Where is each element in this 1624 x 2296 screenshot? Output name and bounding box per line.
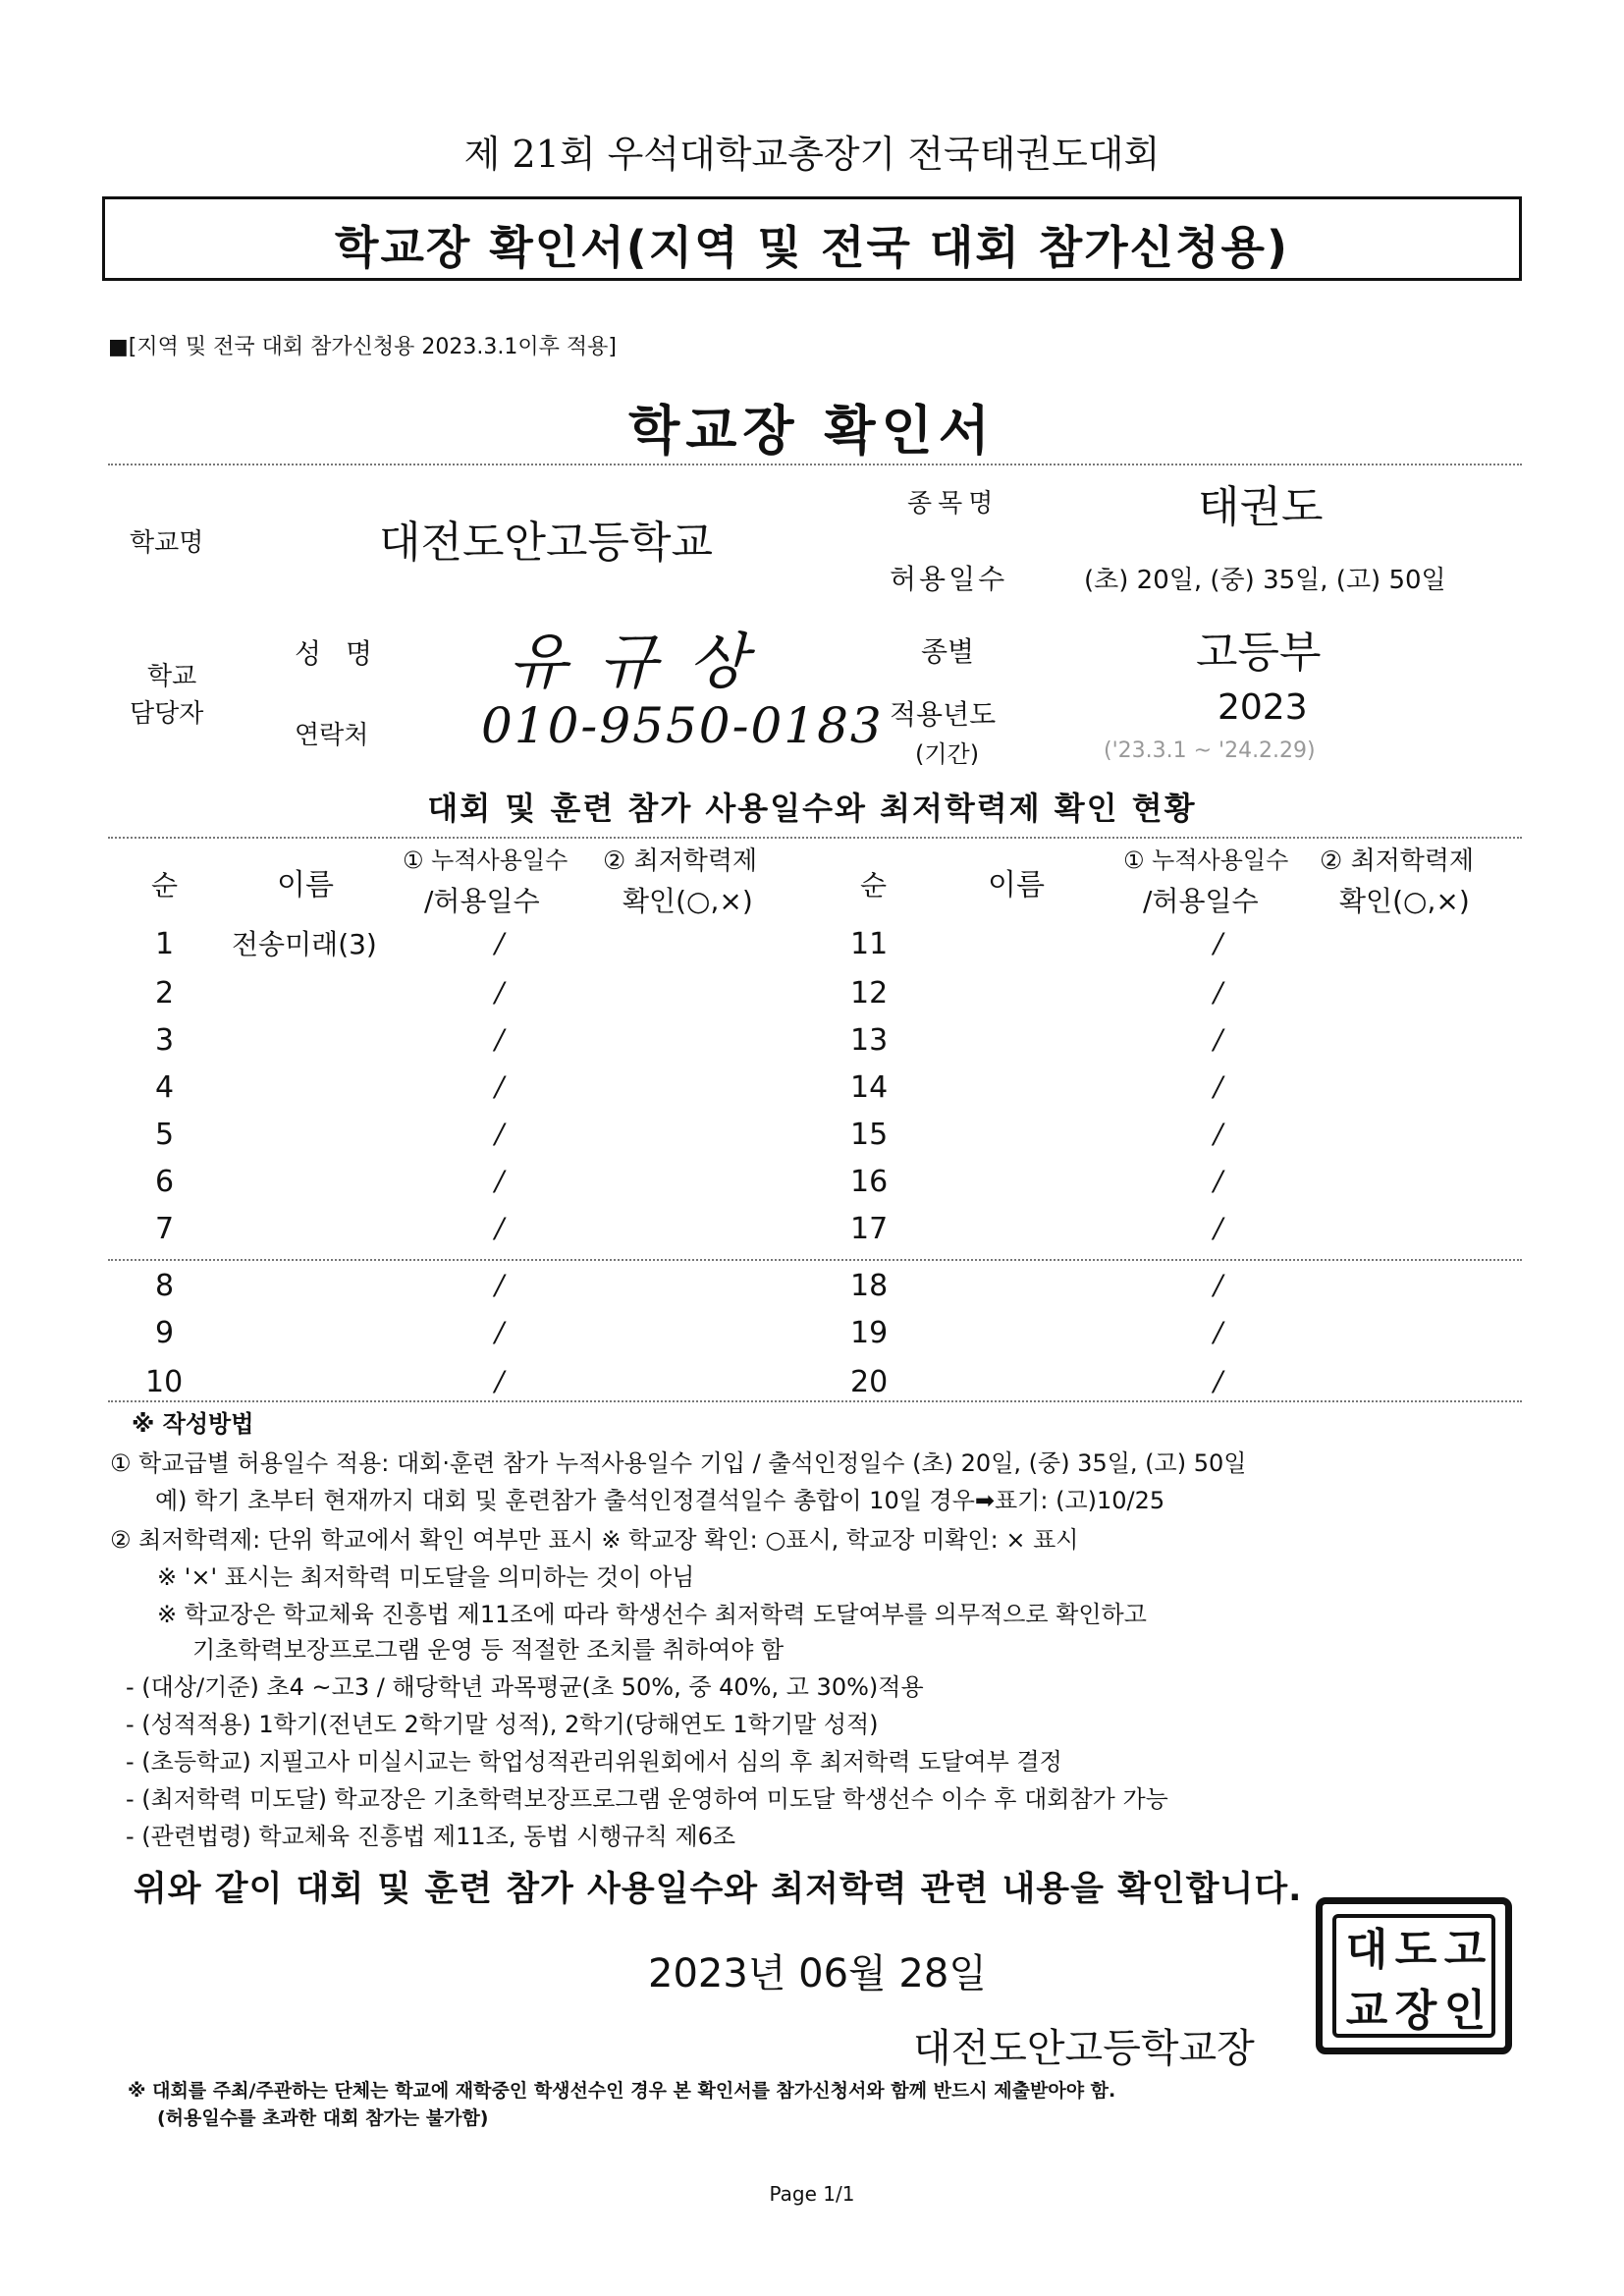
seal-character: 인: [1443, 1986, 1487, 2036]
row-days-used: /: [1214, 1269, 1223, 1301]
seal-character: 장: [1394, 1986, 1437, 2036]
row-days-used: /: [1214, 976, 1223, 1009]
row-days-used: /: [495, 1212, 505, 1244]
school-name: 대전도안고등학교: [379, 518, 714, 568]
form-title: 학교장 확인서: [628, 400, 996, 462]
header-days-right-1: ① 누적사용일수: [1123, 847, 1289, 874]
row-number: 20: [850, 1365, 889, 1399]
allowed-days-value: (초) 20일, (중) 35일, (고) 50일: [1084, 566, 1446, 595]
footnote-line1: ※ 대회를 주최/주관하는 단체는 학교에 재학중인 학생선수인 경우 본 확인서를 참가신청서와 함께 반드시 제출받아야 함.: [128, 2080, 1116, 2102]
row-number: 4: [155, 1070, 175, 1105]
instruction-line: - (초등학교) 지필고사 미실시교는 학업성적관리위원회에서 심의 후 최저학력 도달여부 결정: [126, 1748, 1062, 1776]
instructions-heading: ※ 작성방법: [132, 1410, 254, 1438]
divider: [108, 464, 1522, 465]
instruction-line: 예) 학기 초부터 현재까지 대회 및 훈련참가 출석인정결석일수 총합이 10일 경우➡표기: (고)10/25: [155, 1487, 1165, 1514]
year-label: 적용년도: [890, 698, 997, 731]
instruction-line: ② 최저학력제: 단위 학교에서 확인 여부만 표시 ※ 학교장 확인: ○표시, 학교장 미확인: × 표시: [110, 1526, 1079, 1554]
principal-name: 대전도안고등학교장: [913, 2026, 1255, 2071]
seal-character: 도: [1394, 1925, 1437, 1975]
row-number: 9: [155, 1316, 175, 1350]
manager-label-line2: 담당자: [130, 699, 204, 729]
box-title: 학교장 확인서(지역 및 전국 대회 참가신청용): [335, 221, 1289, 274]
header-days-left-2: /허용일수: [424, 885, 540, 917]
official-seal: [1316, 1897, 1512, 2054]
instruction-line: - (최저학력 미도달) 학교장은 기초학력보장프로그램 운영하여 미도달 학생선수 이수 후 대회참가 가능: [126, 1785, 1168, 1813]
row-days-used: /: [1214, 1212, 1223, 1244]
table-mid-divider: [108, 1259, 1522, 1261]
row-number: 16: [850, 1165, 889, 1199]
contact-label: 연락처: [295, 721, 369, 750]
year-value: 2023: [1218, 687, 1308, 728]
row-days-used: /: [495, 1070, 505, 1103]
row-number: 13: [850, 1023, 889, 1058]
footnote-line2: (허용일수를 초과한 대회 참가는 불가함): [157, 2107, 489, 2129]
page-number: Page 1/1: [769, 2182, 855, 2206]
row-name: 전송미래(3): [232, 928, 377, 960]
row-number: 7: [155, 1212, 175, 1246]
row-days-used: /: [495, 927, 505, 959]
year-sublabel: (기간): [915, 740, 980, 768]
division-label: 종별: [921, 635, 975, 668]
row-number: 2: [155, 976, 175, 1011]
school-label: 학교명: [130, 528, 204, 558]
instruction-line: ※ '×' 표시는 최저학력 미도달을 의미하는 것이 아님: [157, 1563, 695, 1591]
division-value: 고등부: [1196, 628, 1322, 678]
row-days-used: /: [1214, 1023, 1223, 1056]
header-name-left: 이름: [277, 868, 334, 902]
row-days-used: /: [495, 1023, 505, 1056]
row-number: 3: [155, 1023, 175, 1058]
row-number: 19: [850, 1316, 889, 1350]
allowed-days-label: 허용일수: [890, 563, 1008, 595]
header-days-right-2: /허용일수: [1143, 885, 1259, 917]
row-number: 6: [155, 1165, 175, 1199]
row-number: 11: [850, 927, 889, 961]
row-days-used: /: [1214, 1070, 1223, 1103]
row-number: 14: [850, 1070, 889, 1105]
seal-characters: [1344, 1922, 1488, 2040]
sport-label: 종목명: [907, 489, 1000, 519]
header-no-left: 순: [151, 869, 179, 902]
row-days-used: /: [495, 1269, 505, 1301]
manager-name-handwritten: 유 규 상: [509, 626, 754, 697]
header-name-right: 이름: [988, 868, 1045, 902]
table-bottom-divider: [108, 1400, 1522, 1402]
confirmation-text: 위와 같이 대회 및 훈련 참가 사용일수와 최저학력 관련 내용을 확인합니다.: [134, 1870, 1303, 1909]
row-number: 5: [155, 1118, 175, 1152]
header-days-left-1: ① 누적사용일수: [403, 847, 568, 874]
sport-value: 태권도: [1198, 482, 1324, 532]
row-days-used: /: [1214, 1365, 1223, 1397]
row-number: 18: [850, 1269, 889, 1303]
row-days-used: /: [495, 976, 505, 1009]
instruction-line: 기초학력보장프로그램 운영 등 적절한 조치를 취하여야 함: [192, 1636, 785, 1664]
header-check-right-2: 확인(○,×): [1339, 885, 1470, 917]
instruction-line: ※ 학교장은 학교체육 진흥법 제11조에 따라 학생선수 최저학력 도달여부를 의무적으로 확인하고: [157, 1601, 1147, 1628]
row-days-used: /: [495, 1365, 505, 1397]
row-days-used: /: [495, 1165, 505, 1197]
header-check-left-1: ② 최저학력제: [603, 847, 758, 876]
row-days-used: /: [495, 1118, 505, 1150]
row-days-used: /: [1214, 1118, 1223, 1150]
row-number: 10: [145, 1365, 184, 1399]
instruction-line: ① 학교급별 허용일수 적용: 대회·훈련 참가 누적사용일수 기입 / 출석인정일수 (초) 20일, (중) 35일, (고) 50일: [110, 1449, 1247, 1477]
manager-label-line1: 학교: [147, 662, 197, 691]
row-days-used: /: [1214, 1165, 1223, 1197]
event-title: 제 21회 우석대학교총장기 전국태권도대회: [463, 133, 1161, 176]
seal-character: 교: [1345, 1986, 1388, 2036]
name-label: 성 명: [295, 637, 380, 670]
header-check-left-2: 확인(○,×): [623, 885, 753, 917]
row-number: 15: [850, 1118, 889, 1152]
seal-character: 고: [1443, 1925, 1487, 1975]
signature-date: 2023년 06월 28일: [648, 1951, 987, 1996]
contact-handwritten: 010-9550-0183: [481, 697, 884, 754]
instruction-line: - (대상/기준) 초4 ~고3 / 해당학년 과목평균(초 50%, 중 40%, 고 30%)적용: [126, 1673, 924, 1701]
notice-text: ■[지역 및 전국 대회 참가신청용 2023.3.1이후 적용]: [108, 335, 617, 359]
row-number: 1: [155, 927, 175, 961]
row-number: 17: [850, 1212, 889, 1246]
instruction-line: - (성적적용) 1학기(전년도 2학기말 성적), 2학기(당해연도 1학기말 성적): [126, 1711, 879, 1738]
year-period: ('23.3.1 ~ '24.2.29): [1104, 738, 1316, 763]
header-check-right-1: ② 최저학력제: [1320, 847, 1475, 876]
row-days-used: /: [1214, 1316, 1223, 1348]
table-divider: [108, 837, 1522, 839]
row-number: 8: [155, 1269, 175, 1303]
instruction-line: - (관련법령) 학교체육 진흥법 제11조, 동법 시행규칙 제6조: [126, 1823, 736, 1850]
seal-character: 대: [1345, 1925, 1388, 1975]
header-no-right: 순: [860, 869, 888, 902]
row-days-used: /: [495, 1316, 505, 1348]
row-number: 12: [850, 976, 889, 1011]
row-days-used: /: [1214, 927, 1223, 959]
table-title: 대회 및 훈련 참가 사용일수와 최저학력제 확인 현황: [427, 790, 1197, 827]
